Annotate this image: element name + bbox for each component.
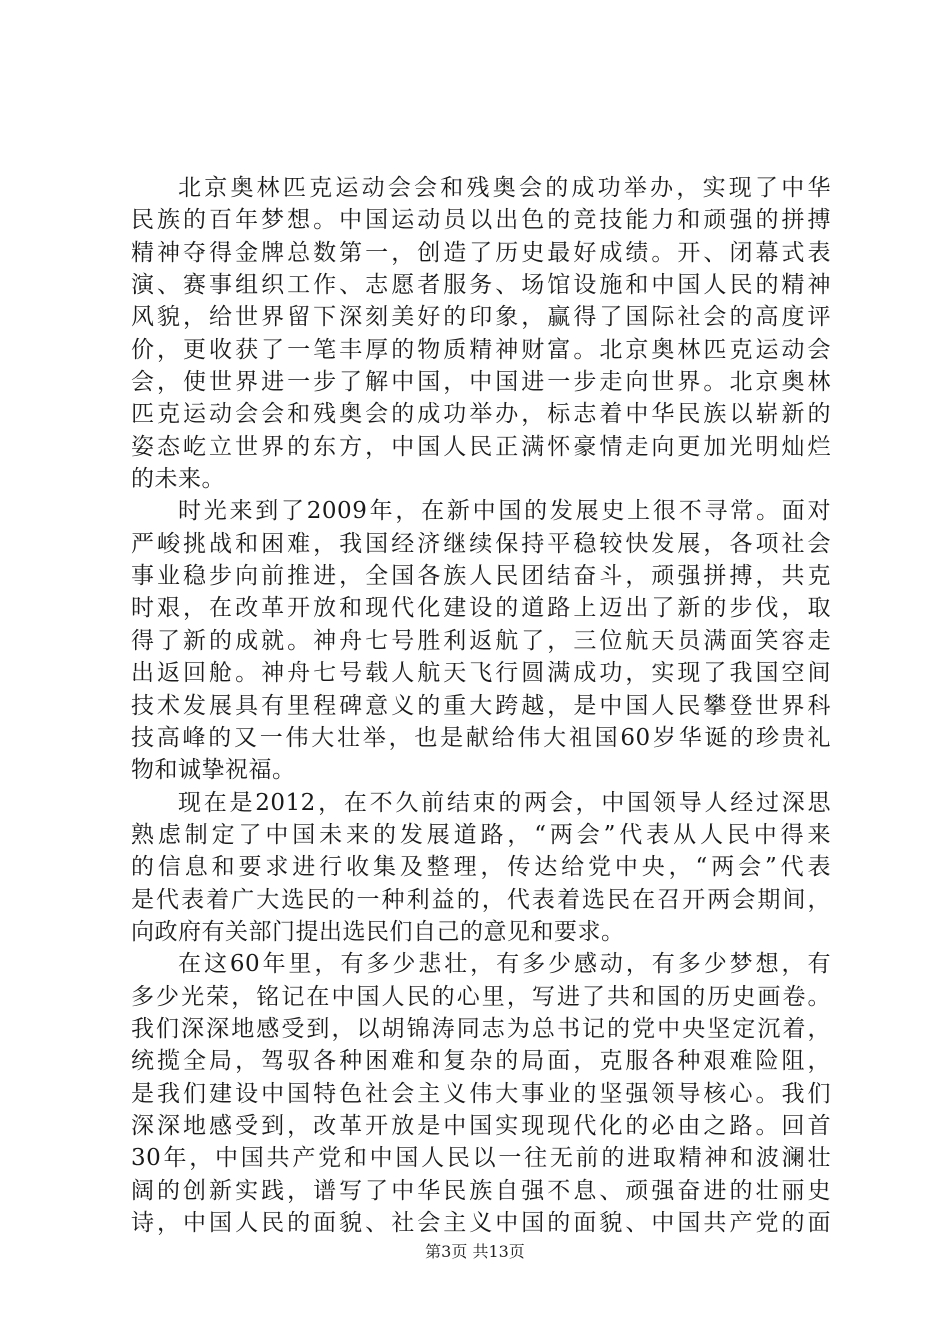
text-line: 民族的百年梦想。中国运动员以出色的竞技能力和顽强的拼搏 xyxy=(131,207,831,234)
text-line: 深深地感受到，改革开放是中国实现现代化的必由之路。回首 xyxy=(131,1112,831,1139)
text-line: 阔的创新实践，谱写了中华民族自强不息、顽强奋进的壮丽史 xyxy=(131,1177,831,1204)
text-line: 向政府有关部门提出选民们自己的意见和要求。 xyxy=(131,918,625,945)
text-line: 诗，中国人民的面貌、社会主义中国的面貌、中国共产党的面 xyxy=(131,1210,831,1236)
text-line: 姿态屹立世界的东方，中国人民正满怀豪情走向更加光明灿烂 xyxy=(131,433,831,460)
text-line: 的未来。 xyxy=(131,466,225,493)
text-line: 是代表着广大选民的一种利益的，代表着选民在召开两会期间， xyxy=(131,886,831,913)
text-line: 物和诚挚祝福。 xyxy=(131,757,296,784)
text-line: 多少光荣，铭记在中国人民的心里，写进了共和国的历史画卷。 xyxy=(131,983,831,1010)
text-line: 在这60年里，有多少悲壮，有多少感动，有多少梦想，有 xyxy=(178,951,831,978)
text-line: 技术发展具有里程碑意义的重大跨越，是中国人民攀登世界科 xyxy=(131,692,831,719)
text-line: 匹克运动会会和残奥会的成功举办，标志着中华民族以崭新的 xyxy=(131,401,831,428)
text-line: 严峻挑战和困难，我国经济继续保持平稳较快发展，各项社会 xyxy=(131,530,831,557)
text-line: 出返回舱。神舟七号载人航天飞行圆满成功，实现了我国空间 xyxy=(131,660,831,687)
text-line: 我们深深地感受到，以胡锦涛同志为总书记的党中央坚定沉着， xyxy=(131,1015,831,1042)
text-line: 会，使世界进一步了解中国，中国进一步走向世界。北京奥林 xyxy=(131,369,831,396)
text-line: 是我们建设中国特色社会主义伟大事业的坚强领导核心。我们 xyxy=(131,1080,831,1107)
page-footer: 第3页 共13页 xyxy=(425,1242,525,1261)
text-line: 得了新的成就。神舟七号胜利返航了，三位航天员满面笑容走 xyxy=(131,627,831,654)
text-line: 统揽全局，驾驭各种困难和复杂的局面，克服各种艰难险阻， xyxy=(131,1048,831,1075)
text-line: 事业稳步向前推进，全国各族人民团结奋斗，顽强拼搏，共克 xyxy=(131,563,831,590)
body-text xyxy=(131,172,831,1239)
text-line: 熟虑制定了中国未来的发展道路，“两会”代表从人民中得来 xyxy=(131,821,831,848)
text-line: 北京奥林匹克运动会会和残奥会的成功举办，实现了中华 xyxy=(178,175,831,201)
text-line: 时艰，在改革开放和现代化建设的道路上迈出了新的步伐，取 xyxy=(131,595,831,622)
text-line: 现在是2012，在不久前结束的两会，中国领导人经过深思 xyxy=(178,789,831,816)
text-line: 价，更收获了一笔丰厚的物质精神财富。北京奥林匹克运动会 xyxy=(131,336,831,363)
text-line: 时光来到了2009年，在新中国的发展史上很不寻常。面对 xyxy=(178,498,831,525)
text-line: 的信息和要求进行收集及整理，传达给党中央，“两会”代表 xyxy=(131,854,831,881)
text-line: 精神夺得金牌总数第一，创造了历史最好成绩。开、闭幕式表 xyxy=(131,239,831,266)
text-line: 演、赛事组织工作、志愿者服务、场馆设施和中国人民的精神 xyxy=(131,272,831,299)
text-line: 技高峰的又一伟大壮举，也是献给伟大祖国60岁华诞的珍贵礼 xyxy=(131,724,831,751)
text-line: 风貌，给世界留下深刻美好的印象，赢得了国际社会的高度评 xyxy=(131,304,831,331)
text-line: 30年，中国共产党和中国人民以一往无前的进取精神和波澜壮 xyxy=(131,1145,831,1172)
